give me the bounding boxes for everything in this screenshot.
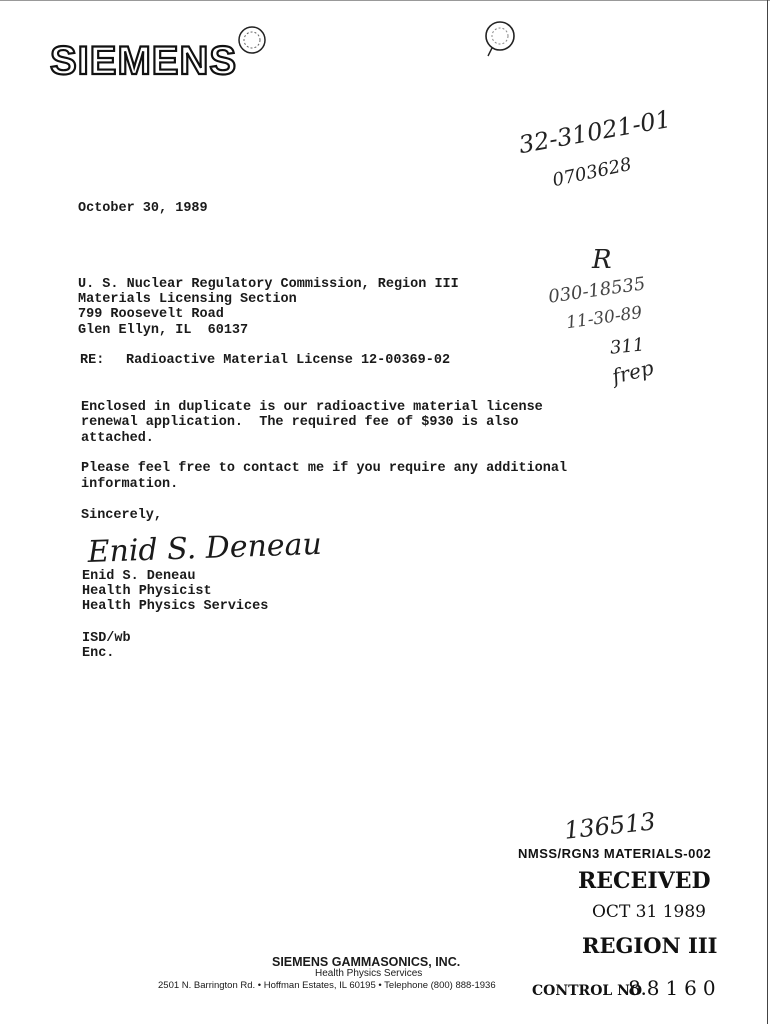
body-line: attached. bbox=[81, 431, 154, 446]
stamp-control-label: CONTROL NO. bbox=[532, 983, 647, 999]
page-edge-top bbox=[0, 0, 770, 1]
footer-address: 2501 N. Barrington Rd. • Hoffman Estates, IL 60195 • Telephone (800) 888-1936 bbox=[158, 980, 496, 991]
signer-title: Health Physicist bbox=[82, 584, 212, 599]
stamp-received: RECEIVED bbox=[578, 868, 711, 894]
handwritten-side-number: 030-18535 bbox=[547, 273, 647, 308]
signer-department: Health Physics Services bbox=[82, 599, 269, 614]
handwritten-r-mark: R bbox=[592, 245, 612, 275]
signer-name: Enid S. Deneau bbox=[82, 569, 196, 584]
page-edge-right bbox=[767, 0, 768, 1024]
handwritten-docket-number: 32-31021-01 bbox=[516, 104, 673, 160]
handwritten-side-initials: frep bbox=[609, 355, 656, 389]
re-label: RE: bbox=[80, 353, 105, 368]
letter-date: October 30, 1989 bbox=[78, 201, 208, 216]
stamp-control-number: 88160 bbox=[628, 976, 722, 1000]
svg-text:SIEMENS: SIEMENS bbox=[50, 39, 238, 83]
enclosure-note: Enc. bbox=[82, 646, 115, 661]
handwritten-side-code: 311 bbox=[608, 334, 646, 359]
handwritten-side-date: 11-30-89 bbox=[564, 302, 644, 334]
re-subject: Radioactive Material License 12-00369-02 bbox=[126, 353, 451, 368]
siemens-logo bbox=[40, 22, 270, 86]
recipient-line: Glen Ellyn, IL 60137 bbox=[78, 323, 249, 338]
handwritten-reference-number: 0703628 bbox=[550, 153, 634, 192]
recipient-line: U. S. Nuclear Regulatory Commission, Region III bbox=[78, 277, 459, 292]
punch-mark-icon bbox=[478, 18, 522, 58]
handwritten-bottom-number: 136513 bbox=[562, 807, 657, 845]
body-line: Please feel free to contact me if you require any additional bbox=[81, 461, 568, 476]
stamp-region: REGION III bbox=[582, 933, 718, 958]
typist-initials: ISD/wb bbox=[82, 631, 131, 646]
body-line: renewal application. The required fee of $930 is also bbox=[81, 415, 519, 430]
body-line: Enclosed in duplicate is our radioactive material license bbox=[81, 400, 543, 415]
svg-text:Enid S. Deneau: Enid S. Deneau bbox=[87, 526, 323, 570]
recipient-line: Materials Licensing Section bbox=[78, 292, 297, 307]
stamp-date: OCT 31 1989 bbox=[592, 902, 706, 922]
recipient-line: 799 Roosevelt Road bbox=[78, 307, 224, 322]
closing: Sincerely, bbox=[81, 508, 163, 523]
footer-company-name: SIEMENS GAMMASONICS, INC. bbox=[272, 955, 461, 969]
body-line: information. bbox=[81, 477, 179, 492]
handwritten-signature bbox=[86, 524, 323, 572]
stamp-header: NMSS/RGN3 MATERIALS-002 bbox=[518, 846, 712, 861]
footer-department: Health Physics Services bbox=[315, 968, 423, 979]
